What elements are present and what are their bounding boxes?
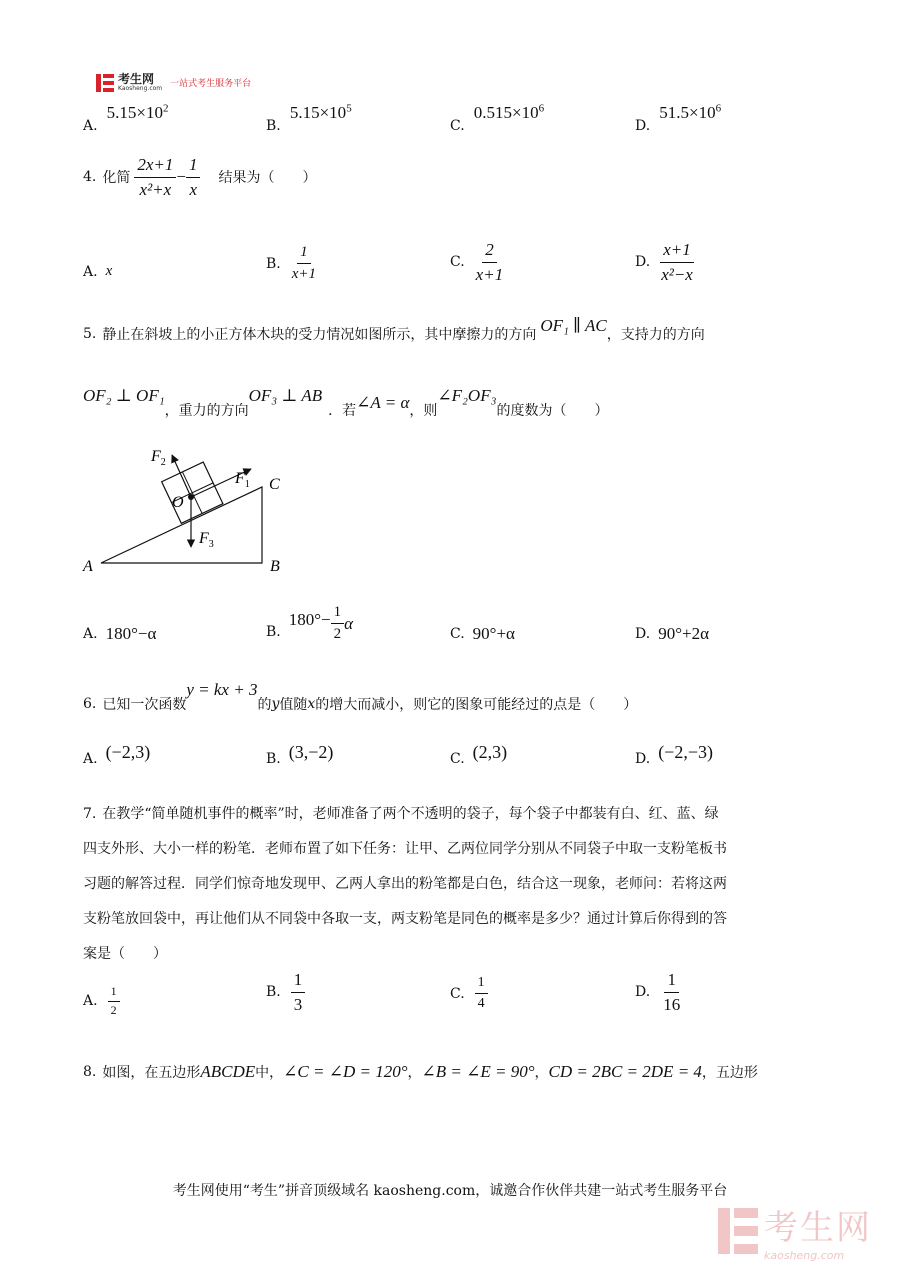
q7-option-d[interactable]	[635, 970, 683, 1014]
option-fraction: $\frac{x+1}{\text{x²−x}}$	[661, 240, 693, 284]
option-letter: A.	[83, 750, 98, 767]
option-letter: B.	[266, 117, 281, 134]
q6-var: x	[307, 696, 316, 712]
q3-option-b[interactable]	[266, 102, 352, 134]
q5-text: ，支持力的方向	[606, 327, 705, 343]
option-fraction: $\frac{1}{4}$	[475, 975, 488, 1012]
option-fraction: $\frac{1}{x+1}$	[291, 244, 317, 283]
q5-math: ∠F₂OF₃	[437, 386, 497, 405]
label-f1: $F_1$	[235, 470, 250, 490]
q5-text: ，则	[409, 403, 438, 419]
option-pre: 180°−	[288, 609, 331, 629]
q6-text: 的	[257, 697, 272, 713]
q5-option-b[interactable]	[266, 604, 353, 644]
q4-prefix: 化简	[102, 170, 131, 187]
q5-text: 的度数为（ ）	[496, 403, 609, 419]
label-a: A	[83, 558, 93, 575]
footer-text: 考生网使用“考生”拼音顶级域名 kaosheng.com，诚邀合作伙伴共建一站式考生服务平台	[172, 1183, 728, 1199]
q8-math: ∠B = ∠E = 90°	[421, 1062, 535, 1081]
label-o: O	[172, 494, 184, 511]
option-letter: D.	[635, 626, 651, 642]
q4-stem	[83, 155, 316, 199]
option-value: $5.15\times 10^2$	[106, 102, 169, 122]
logo-name: 考生网	[118, 72, 155, 86]
q7-line-3: 习题的解答过程．同学们惊奇地发现甲、乙两人拿出的粉笔都是白色，结合这一现象，老师问：若将这两	[83, 876, 727, 892]
q8-math: ABCDE	[200, 1062, 256, 1081]
q7-option-c[interactable]	[450, 975, 488, 1012]
logo-slogan: 一站式考生服务平台	[170, 79, 252, 89]
option-letter: A.	[83, 993, 98, 1010]
q5-number: 5.	[83, 326, 97, 342]
q6-text: 已知一次函数	[102, 697, 187, 713]
q4-option-b[interactable]	[266, 244, 319, 284]
option-fraction: $\frac{1}{2}$	[331, 604, 345, 644]
q6-option-a[interactable]	[83, 742, 151, 767]
option-letter: D.	[635, 984, 651, 1001]
q4-number: 4.	[83, 169, 97, 186]
q8-text: ，五边形	[701, 1065, 758, 1081]
q7-line-4: 支粉笔放回袋中，再让他们从不同袋中各取一支，两支粉笔是同色的概率是多少？通过计算后你得到的答	[83, 911, 727, 927]
q7-stem	[83, 797, 727, 972]
option-value: $51.5\times 10^6$	[659, 102, 722, 122]
header-logo	[96, 73, 251, 92]
logo-mark-icon	[96, 74, 114, 92]
q5-stem-line-1	[83, 316, 705, 344]
q6-math: y = kx + 3	[186, 680, 258, 699]
option-letter: C.	[450, 626, 465, 642]
option-letter: D.	[635, 750, 651, 767]
option-value: $0.515\times 10^6$	[473, 102, 545, 122]
q5-math: OF₁ ∥ AC	[540, 316, 607, 335]
q4-fraction-1: $\frac{2x+1}{\text{x²+x}}$	[134, 155, 176, 199]
q3-option-a[interactable]	[83, 102, 169, 134]
option-letter: D.	[635, 117, 651, 134]
label-f2: $F_2$	[151, 448, 166, 468]
q7-line-2: 四支外形、大小一样的粉笔．老师布置了如下任务：让甲、乙两位同学分别从不同袋子中取一支粉笔板书	[83, 841, 727, 857]
option-letter: C.	[450, 750, 465, 767]
q6-var: y	[271, 696, 280, 712]
watermark-mark-icon	[718, 1208, 758, 1254]
option-letter: C.	[450, 985, 465, 1002]
q8-stem	[83, 1062, 758, 1082]
option-value: (−2,3)	[105, 742, 151, 762]
option-value: (3,−2)	[288, 742, 334, 762]
q5-math: OF₃ ⊥ AB	[248, 386, 323, 405]
q5-math: ∠A = α	[356, 393, 410, 412]
watermark-domain: kaosheng.com	[764, 1249, 845, 1262]
q7-option-a[interactable]	[83, 985, 120, 1018]
q6-number: 6.	[83, 696, 97, 712]
q6-text: 的增大而减小，则它的图象可能经过的点是（ ）	[315, 697, 638, 713]
q4-option-d[interactable]	[635, 240, 696, 284]
q6-text: 值随	[279, 697, 308, 713]
q8-math: ∠C = ∠D = 120°	[283, 1062, 408, 1081]
option-letter: B.	[266, 255, 281, 272]
option-letter: A.	[83, 263, 98, 280]
option-letter: C.	[450, 254, 465, 271]
option-fraction: $\frac{1}{16}$	[663, 970, 681, 1014]
option-letter: B.	[266, 984, 281, 1001]
q5-stem-line-2	[83, 386, 609, 419]
q8-text: ，	[534, 1065, 549, 1081]
option-value: 180°−α	[105, 624, 157, 643]
q7-option-b[interactable]	[266, 970, 305, 1014]
watermark	[718, 1200, 872, 1262]
q8-math: CD = 2BC = 2DE = 4	[548, 1062, 702, 1081]
option-post: α	[344, 613, 354, 633]
q6-option-b[interactable]	[266, 742, 334, 767]
option-value: x	[105, 263, 113, 279]
option-value: (−2,−3)	[658, 742, 713, 762]
option-value: $5.15\times 10^5$	[289, 102, 352, 122]
option-fraction: $\frac{1}{2}$	[108, 985, 120, 1018]
option-value: 90°+α	[472, 624, 515, 643]
q5-force-diagram	[75, 445, 295, 585]
q5-option-c[interactable]	[450, 624, 515, 644]
label-b: B	[270, 558, 280, 575]
option-value: 90°+2α	[658, 624, 709, 643]
label-f3: $F_3$	[199, 530, 214, 550]
label-c: C	[269, 476, 280, 493]
option-letter: A.	[83, 117, 98, 134]
q4-option-a[interactable]	[83, 263, 112, 280]
q8-number: 8.	[83, 1064, 97, 1080]
q5-text: 静止在斜坡上的小正方体木块的受力情况如图所示，其中摩擦力的方向	[102, 327, 537, 343]
q5-text: ，重力的方向	[164, 403, 249, 419]
q3-option-d[interactable]	[635, 102, 722, 134]
option-letter: C.	[450, 117, 465, 134]
q6-option-d[interactable]	[635, 742, 713, 767]
q3-option-c[interactable]	[450, 102, 545, 134]
q5-option-a[interactable]	[83, 624, 156, 644]
option-fraction: $\frac{1}{3}$	[291, 970, 306, 1014]
q4-suffix: 结果为（ ）	[218, 170, 317, 187]
q4-option-c[interactable]	[450, 240, 506, 284]
q8-text: ，	[407, 1065, 422, 1081]
q7-line-5: 案是（ ）	[83, 946, 167, 962]
q6-option-c[interactable]	[450, 742, 508, 767]
option-letter: D.	[635, 254, 651, 271]
q7-text: 在教学“简单随机事件的概率”时，老师准备了两个不透明的袋子，每个袋子中都装有白、红、蓝、绿	[102, 806, 719, 822]
option-value: (2,3)	[472, 742, 508, 762]
q5-text: ．若	[328, 403, 357, 419]
q4-fraction-2: $\frac{1}{x}$	[186, 155, 201, 199]
q6-stem	[83, 680, 638, 713]
q5-option-d[interactable]	[635, 624, 709, 644]
wooden-block	[162, 462, 223, 523]
q8-text: 中，	[255, 1065, 284, 1081]
option-letter: B.	[266, 750, 281, 767]
watermark-name: 考生网	[764, 1208, 872, 1248]
q8-text: 如图，在五边形	[102, 1065, 201, 1081]
logo-domain: Kaosheng.com	[118, 85, 163, 92]
option-fraction: $\frac{2}{x+1}$	[475, 240, 504, 284]
q7-number: 7.	[83, 806, 97, 822]
q7-line-1	[83, 797, 727, 832]
option-letter: B.	[266, 623, 281, 640]
q5-math: OF₂ ⊥ OF₁	[83, 386, 165, 405]
option-letter: A.	[83, 626, 98, 642]
q4-minus: −	[176, 167, 186, 187]
